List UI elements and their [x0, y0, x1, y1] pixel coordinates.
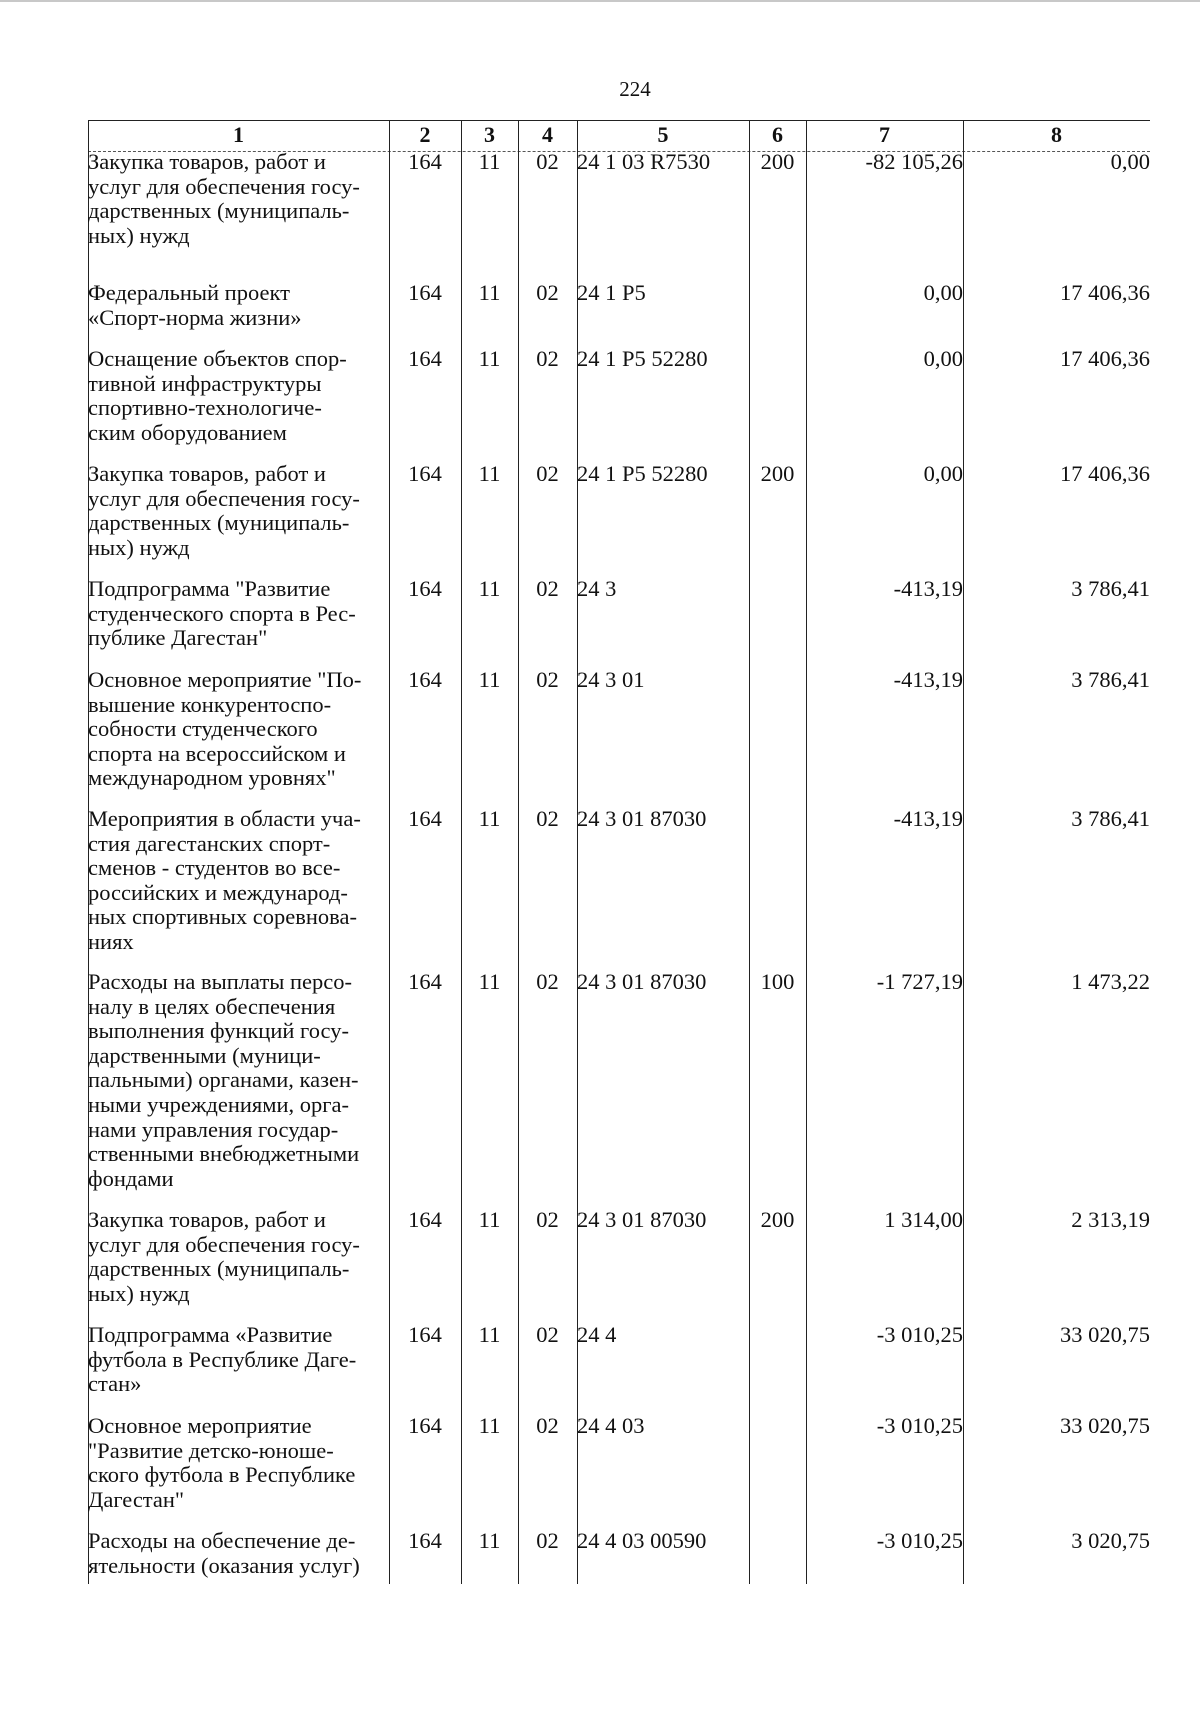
description-line: стия дагестанских спорт- — [88, 830, 331, 856]
description-line: нами управления государ- — [88, 1116, 339, 1142]
description-line: Подпрограмма "Развитие — [88, 576, 331, 601]
description-line: ных спортивных соревнова- — [88, 904, 357, 930]
description-line: Оснащение объектов спор- — [88, 346, 347, 371]
description-line: международном уровнях" — [88, 765, 336, 791]
row-description — [88, 347, 389, 462]
header-cell: 5 — [657, 122, 669, 147]
cell-c4: 02 — [536, 461, 559, 486]
cell-c5: 24 1 P5 52280 — [577, 461, 708, 486]
row-description — [88, 281, 389, 347]
description-line: услуг для обеспечения госу- — [88, 173, 360, 199]
cell-c4: 02 — [536, 1528, 559, 1553]
cell-c6 — [749, 1529, 806, 1578]
description-line: ственными внебюджетными — [88, 1141, 360, 1167]
description-line: Закупка товаров, работ и — [88, 149, 326, 174]
description-line: ных) нужд — [88, 1280, 190, 1306]
cell-c3: 11 — [478, 149, 501, 174]
cell-c8: 17 406,36 — [1060, 280, 1150, 305]
cell-c7: -413,19 — [893, 667, 963, 692]
cell-c5: 24 3 01 87030 — [577, 1207, 707, 1232]
row-description — [88, 577, 389, 668]
cell-c2: 164 — [408, 149, 442, 174]
cell-c3: 11 — [478, 280, 501, 305]
cell-c7: -3 010,25 — [876, 1413, 963, 1438]
table-row — [88, 668, 1150, 807]
cell-c3: 11 — [478, 667, 501, 692]
cell-c8: 3 786,41 — [1071, 576, 1150, 601]
description-line: российских и международ- — [88, 879, 348, 905]
description-line: налу в целях обеспечения — [88, 993, 336, 1019]
cell-c2: 164 — [408, 969, 442, 994]
cell-c7: -413,19 — [893, 806, 963, 831]
table-row — [88, 1529, 1150, 1578]
description-line: дарственных (муниципаль- — [88, 198, 350, 224]
description-line: спорта на всероссийском и — [88, 740, 346, 766]
description-line: Подпрограмма «Развитие — [88, 1322, 333, 1347]
cell-c5: 24 3 01 87030 — [577, 806, 707, 831]
description-line: Расходы на выплаты персо- — [88, 969, 353, 994]
table-row — [88, 150, 1150, 281]
table-row — [88, 1208, 1150, 1323]
cell-c4: 02 — [536, 1322, 559, 1347]
description-line: сменов - студентов во все- — [88, 855, 341, 881]
cell-c8: 33 020,75 — [1060, 1322, 1150, 1347]
description-line: Мероприятия в области уча- — [88, 806, 361, 831]
row-description — [88, 970, 389, 1208]
cell-c2: 164 — [408, 667, 442, 692]
table-row — [88, 807, 1150, 970]
description-line: дарственными (муници- — [88, 1042, 321, 1068]
cell-c7: 1 314,00 — [884, 1207, 963, 1232]
description-line: услуг для обеспечения госу- — [88, 485, 360, 511]
header-cell: 4 — [542, 122, 553, 147]
cell-c2: 164 — [408, 280, 442, 305]
description-line: "Развитие детско-юноше- — [88, 1437, 334, 1463]
cell-c5: 24 1 P5 — [577, 280, 646, 305]
table-row — [88, 577, 1150, 668]
description-line: ским оборудованием — [88, 419, 287, 445]
cell-c3: 11 — [478, 969, 501, 994]
description-line: Закупка товаров, работ и — [88, 461, 326, 486]
table-row — [88, 970, 1150, 1208]
cell-c7: 0,00 — [923, 346, 963, 371]
row-description — [88, 462, 389, 577]
cell-c8: 17 406,36 — [1060, 461, 1150, 486]
cell-c7: -3 010,25 — [876, 1528, 963, 1553]
cell-c2: 164 — [408, 1207, 442, 1232]
header-cell: 3 — [484, 122, 495, 147]
cell-c6 — [749, 347, 806, 462]
cell-c7: 0,00 — [923, 280, 963, 305]
cell-c6 — [749, 807, 806, 970]
cell-c8: 3 020,75 — [1071, 1528, 1150, 1553]
cell-c6 — [749, 281, 806, 347]
description-line: ниях — [88, 928, 134, 954]
cell-c2: 164 — [408, 1322, 442, 1347]
page-number: 224 — [619, 77, 651, 101]
row-description — [88, 1414, 389, 1529]
description-line: ных) нужд — [88, 534, 190, 560]
row-description — [88, 807, 389, 970]
header-cell: 2 — [419, 122, 431, 147]
cell-c6 — [749, 1414, 806, 1529]
description-line: Расходы на обеспечение де- — [88, 1528, 356, 1553]
description-line: Основное мероприятие — [88, 1413, 312, 1438]
cell-c5: 24 3 01 — [577, 667, 645, 692]
cell-c4: 02 — [536, 1413, 559, 1438]
description-line: ского футбола в Республике — [88, 1462, 356, 1488]
description-line: «Спорт-норма жизни» — [88, 304, 302, 330]
cell-c5: 24 3 — [577, 576, 617, 601]
table-row — [88, 281, 1150, 347]
cell-c3: 11 — [478, 461, 501, 486]
cell-c5: 24 1 P5 52280 — [577, 346, 708, 371]
description-line: ных) нужд — [88, 222, 190, 248]
description-line: ными учреждениями, орга- — [88, 1091, 350, 1117]
row-description — [88, 1208, 389, 1323]
cell-c5: 24 1 03 R7530 — [577, 149, 711, 174]
cell-c6 — [749, 668, 806, 807]
cell-c4: 02 — [536, 1207, 559, 1232]
description-line: футбола в Республике Даге- — [88, 1346, 357, 1372]
cell-c5: 24 4 03 — [577, 1413, 645, 1438]
cell-c2: 164 — [408, 461, 442, 486]
description-line: дарственных (муниципаль- — [88, 510, 350, 536]
cell-c3: 11 — [478, 1528, 501, 1553]
table-row — [88, 347, 1150, 462]
cell-c3: 11 — [478, 1207, 501, 1232]
cell-c3: 11 — [478, 346, 501, 371]
cell-c4: 02 — [536, 280, 559, 305]
cell-c2: 164 — [408, 806, 442, 831]
cell-c6 — [749, 1323, 806, 1414]
cell-c6: 200 — [760, 1207, 795, 1232]
cell-c3: 11 — [478, 806, 501, 831]
cell-c8: 3 786,41 — [1071, 667, 1150, 692]
cell-c6: 200 — [760, 461, 795, 486]
description-line: дарственных (муниципаль- — [88, 1256, 350, 1282]
cell-c2: 164 — [408, 1413, 442, 1438]
cell-c3: 11 — [478, 1322, 501, 1347]
cell-c8: 3 786,41 — [1071, 806, 1150, 831]
budget-table — [88, 120, 1150, 1578]
description-line: публике Дагестан" — [88, 625, 268, 651]
table-row — [88, 1323, 1150, 1414]
description-line: тивной инфраструктуры — [88, 370, 322, 396]
cell-c7: -82 105,26 — [865, 149, 963, 174]
cell-c8: 33 020,75 — [1060, 1413, 1150, 1438]
cell-c8: 17 406,36 — [1060, 346, 1150, 371]
description-line: вышение конкурентоспо- — [88, 691, 332, 717]
cell-c4: 02 — [536, 346, 559, 371]
cell-c5: 24 4 03 00590 — [577, 1528, 707, 1553]
cell-c7: -1 727,19 — [876, 969, 963, 994]
table-row — [88, 462, 1150, 577]
cell-c5: 24 3 01 87030 — [577, 969, 707, 994]
cell-c3: 11 — [478, 576, 501, 601]
cell-c6: 100 — [760, 969, 795, 994]
top-border-line — [0, 0, 1200, 2]
description-line: Основное мероприятие "По- — [88, 667, 362, 692]
header-cell: 8 — [1051, 122, 1062, 147]
description-line: спортивно-технологиче- — [88, 395, 322, 421]
description-line: фондами — [88, 1165, 174, 1191]
cell-c7: -3 010,25 — [876, 1322, 963, 1347]
description-line: Дагестан" — [88, 1486, 185, 1512]
header-cell: 6 — [772, 122, 783, 147]
description-line: услуг для обеспечения госу- — [88, 1231, 360, 1257]
row-description — [88, 1323, 389, 1414]
cell-c4: 02 — [536, 149, 559, 174]
cell-c3: 11 — [478, 1413, 501, 1438]
cell-c2: 164 — [408, 576, 442, 601]
cell-c5: 24 4 — [577, 1322, 617, 1347]
description-line: студенческого спорта в Рес- — [88, 600, 356, 626]
description-line: пальными) органами, казен- — [88, 1067, 359, 1093]
row-description — [88, 150, 389, 281]
row-description — [88, 668, 389, 807]
cell-c6 — [749, 577, 806, 668]
cell-c7: -413,19 — [893, 576, 963, 601]
description-line: выполнения функций госу- — [88, 1018, 349, 1044]
cell-c8: 1 473,22 — [1071, 969, 1150, 994]
cell-c8: 2 313,19 — [1071, 1207, 1150, 1232]
description-line: ятельности (оказания услуг) — [88, 1552, 360, 1578]
description-line: Федеральный проект — [88, 280, 290, 305]
row-description — [88, 1529, 389, 1578]
description-line: стан» — [88, 1371, 142, 1397]
cell-c6: 200 — [760, 149, 795, 174]
header-cell: 1 — [233, 122, 244, 147]
cell-c8: 0,00 — [1110, 149, 1150, 174]
cell-c4: 02 — [536, 806, 559, 831]
header-row — [88, 120, 1150, 150]
cell-c4: 02 — [536, 576, 559, 601]
cell-c7: 0,00 — [923, 461, 963, 486]
table-row — [88, 1414, 1150, 1529]
cell-c4: 02 — [536, 667, 559, 692]
cell-c2: 164 — [408, 346, 442, 371]
description-line: собности студенческого — [88, 716, 318, 742]
header-cell: 7 — [879, 122, 890, 147]
description-line: Закупка товаров, работ и — [88, 1207, 326, 1232]
cell-c2: 164 — [408, 1528, 442, 1553]
cell-c4: 02 — [536, 969, 559, 994]
